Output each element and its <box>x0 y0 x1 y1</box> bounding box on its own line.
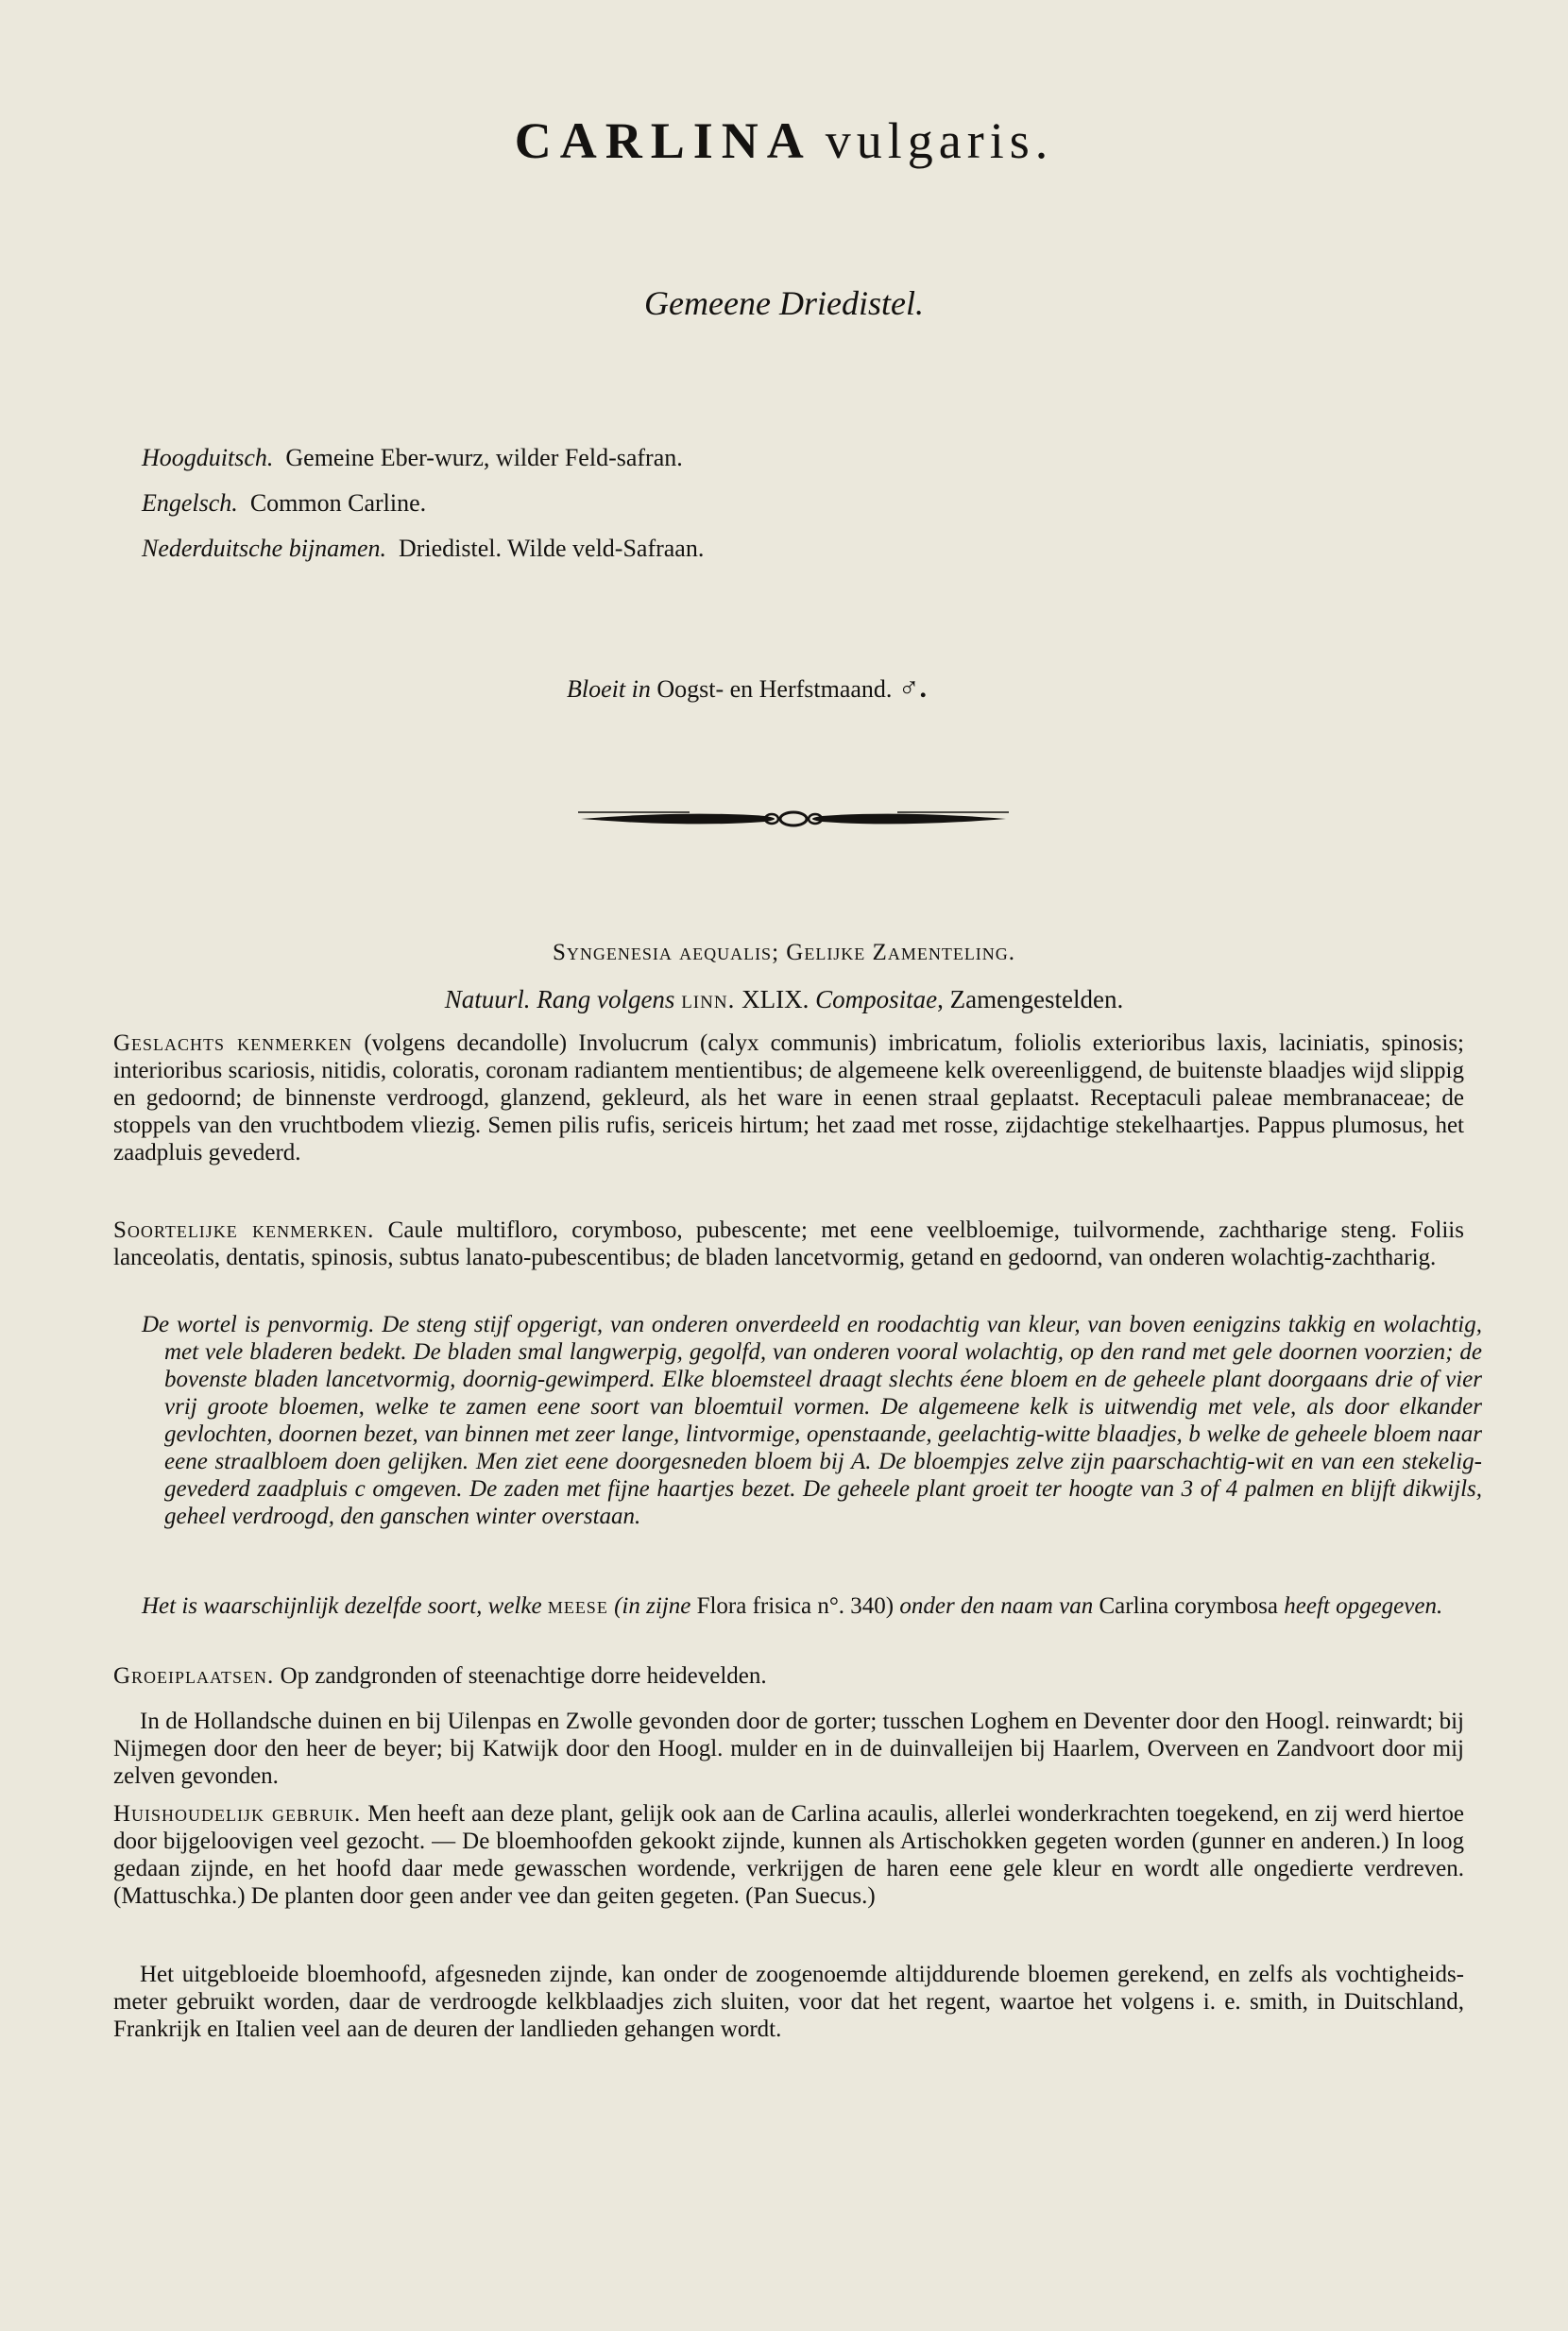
section-text: (volgens decandolle) Involucrum (calyx communis) imbricatum, foliolis exterioribus laxis, laciniatis, spinosis; interioribus scariosis, nitidis, coloratis, coronam radiantem mentientibus; de algemeene kelk overeenliggend, de buitenste blaadjes wijd slippig en gedoornd; de binnenste verdroogd, glanzend, gekleurd, als het ware in eenen straal geplaatst. Receptaculi paleae membranaceae; de stoppels van den vruchtbodem vliezig. Semen pilis rufis, sericeis hirtum; het zaad met rosse, zijdachtige stekelhaartjes. Pappus plumosus, het zaadpluis gevederd. <box>113 1030 1465 1166</box>
note-flora: Flora frisica n°. 340) <box>696 1593 895 1619</box>
male-symbol-icon: ♂. <box>897 672 927 704</box>
name-text: Common Carline. <box>249 489 427 517</box>
natural-rank-line <box>0 985 1568 1014</box>
household-use-paragraph <box>113 1800 1464 1910</box>
ornament-divider-icon <box>576 803 1011 835</box>
section-text: Op zandgronden of steenachtige dorre heidevelden. <box>280 1663 767 1689</box>
habitat-locations-paragraph: In de Hollandsche duinen en bij Uilenpas en Zwolle gevonden door de gorter; tusschen Loghem en Deventer door den Hoogl. reinwardt; bij Nijmegen door den heer de beyer; bij Katwijk door den Hoogl. mulder en in de duinvalleijen bij Haarlem, Overveen en Zandvoort door mij zelven gevonden. <box>113 1709 1464 1789</box>
title-species: vulgaris. <box>825 112 1054 169</box>
name-line-dutch <box>142 535 1464 563</box>
name-text: Driedistel. Wilde veld-Safraan. <box>398 535 705 562</box>
everlasting-flower-paragraph: Het uitgebloeide bloemhoofd, afgesneden zijnde, kan onder de zoogenoemde altijddurende bloemen gerekend, en zelfs als vochtigheids-meter gebruikt worden, daar de verdroogde kelkblaadjes zich sluiten, voor dat het regent, waartoe het volgens i. e. smith, in Duitschland, Frankrijk en Italien veel aan de deuren der landlieden gehangen wordt. <box>113 1962 1464 2042</box>
genus-characters-paragraph <box>113 1029 1464 1166</box>
section-text: Caule multifloro, corymboso, pubescente; met eene veelbloemige, tuilvormende, zachtharige steng. Foliis lanceolatis, dentatis, spinosis, subtus lanato-pubescentibus; de bladen lancetvormig, getand en gedoornd, van onderen wolachtig-zachtharig. <box>113 1217 1464 1270</box>
section-heading: Soortelijke kenmerken. <box>113 1217 375 1243</box>
name-line-english <box>142 489 1464 518</box>
rank-author: linn. <box>681 985 736 1013</box>
note-text: Het is waarschijnlijk dezelfde soort, welke <box>142 1593 542 1619</box>
rank-family-dutch: , Zamengestelden. <box>937 985 1124 1013</box>
description-paragraph: De wortel is penvormig. De steng stijf opgerigt, van onderen onverdeeld en roodachtig van kleur, van boven eenigzins takkig en wolachtig, met vele bladeren bedekt. De bladen smal langwerpig, gegolfd, van onderen vooral wolachtig, op den rand met gele doornen voorzien; de bovenste bladen lancetvormig, doornig-gewimperd. Elke bloemsteel draagt slechts éene bloem en de geheele plant doorgaans drie of vier vrij groote bloemen, welke te zamen eene soort van bloemtuil vormen. De algemeene kelk is uitwendig met vele, als door elkander gevlochten, doornen bezet, van binnen met zeer lange, lintvormige, openstaande, geelachtig-witte blaadjes, b welke de geheele bloem naar eene straalbloem doen gelijken. Men ziet eene doorgesneden bloem bij A. De bloempjes zelve zijn paarschachtig-wit en van een stekelig-gevederd zaadpluis c omgeven. De zaden met fijne haartjes bezet. De geheele plant groeit ter hoogte van 3 of 4 palmen en blijft dikwijls, geheel verdroogd, den ganschen winter overstaan. <box>142 1312 1482 1529</box>
name-language: Engelsch. <box>142 489 238 517</box>
name-text: Gemeine Eber-wurz, wilder Feld-safran. <box>285 444 683 471</box>
title-genus: CARLINA <box>514 112 812 169</box>
section-heading: Geslachts kenmerken <box>113 1030 353 1056</box>
rank-family: Compositae <box>815 985 938 1013</box>
note-author: meese <box>547 1593 608 1619</box>
species-characters-paragraph <box>113 1217 1464 1271</box>
bloom-label: Bloeit in <box>567 675 651 703</box>
bloom-line <box>567 672 927 705</box>
rank-label: Natuurl. Rang volgens <box>444 985 675 1013</box>
classification-line: Syngenesia aequalis; Gelijke Zamenteling. <box>552 940 1016 965</box>
name-language: Nederduitsche bijnamen. <box>142 535 386 562</box>
page-title <box>0 111 1568 170</box>
section-text: Men heeft aan deze plant, gelijk ook aan de Carlina acaulis, allerlei wonderkrachten toegekend, en zij werd hiertoe door bijgeloovigen veel gezocht. — De bloemhoofden gekookt zijnde, kunnen als Artischokken gegeten worden (gunner en anderen.) In loog gedaan zijnde, en het hoofd daar mede gewasschen wordende, verkrijgen de haren eene gele kleur en wordt alle ongedierte verdreven. (Mattuschka.) De planten door geen ander vee dan geiten gegeten. (Pan Suecus.) <box>113 1801 1465 1909</box>
note-species: Carlina corymbosa <box>1099 1593 1278 1619</box>
page-subtitle: Gemeene Driedistel. <box>644 284 924 322</box>
name-line-german <box>142 444 1464 472</box>
meese-note-paragraph <box>142 1592 1482 1620</box>
section-heading: Huishoudelijk gebruik. <box>113 1801 362 1827</box>
bloom-text: Oogst- en Herfstmaand. <box>656 675 893 703</box>
note-text: heeft opgegeven. <box>1284 1593 1443 1619</box>
name-language: Hoogduitsch. <box>142 444 274 471</box>
rank-number: XLIX. <box>741 985 810 1013</box>
section-heading: Groeiplaatsen. <box>113 1663 275 1689</box>
habitat-heading-line <box>113 1662 1464 1690</box>
note-text: onder den naam van <box>899 1593 1094 1619</box>
note-text: (in zijne <box>614 1593 691 1619</box>
